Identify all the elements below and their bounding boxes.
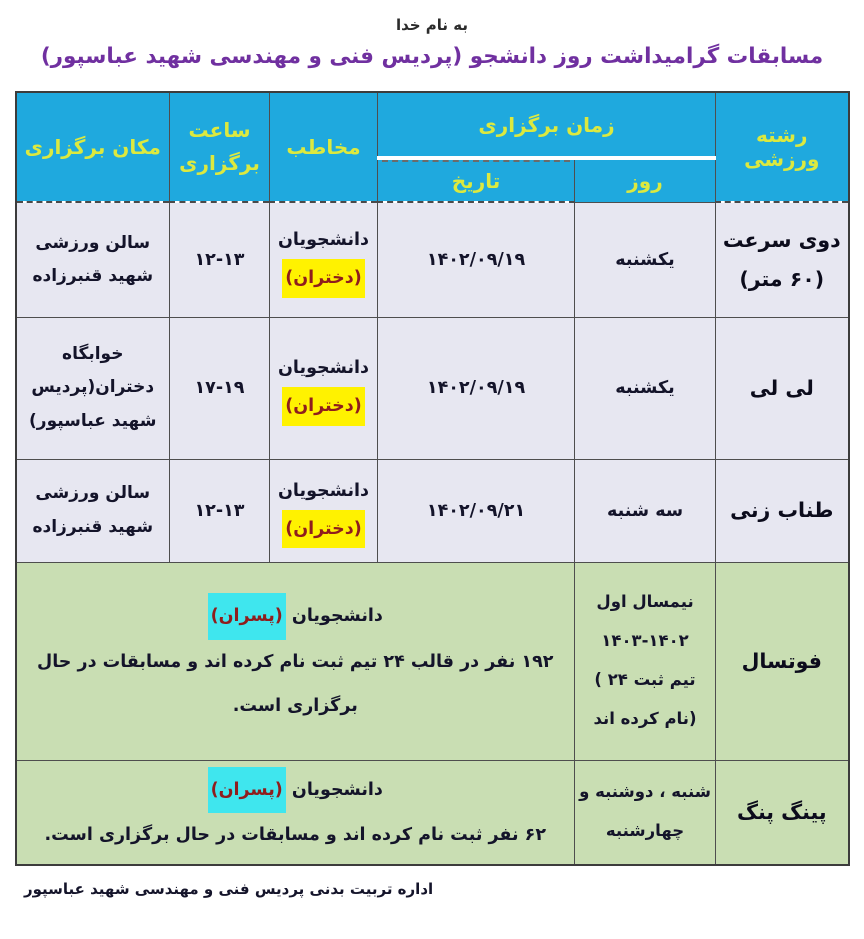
- header-date: تاریخ: [378, 158, 575, 202]
- semester-line3: ( ۲۴ تیم ثبت: [594, 670, 696, 689]
- location-line2: شهید قنبرزاده: [32, 265, 154, 286]
- table-row-rope: [16, 459, 849, 562]
- semester-years: ۱۴۰۳-۱۴۰۲: [601, 631, 689, 651]
- location-line1: سالن ورزشی: [35, 232, 151, 253]
- day-cell: یکشنبه: [575, 317, 716, 459]
- pingpong-registration-text: ۶۲ نفر ثبت نام کرده اند و مسابقات در حال برگزاری است.: [44, 825, 547, 846]
- audience-label: دانشجویان: [277, 230, 370, 250]
- sport-name-cell: پینگ پنگ: [716, 760, 849, 865]
- sport-name-line1: دوی سرعت: [722, 227, 841, 252]
- semester-line1: نیمسال اول: [596, 592, 694, 612]
- page-title: مسابقات گرامیداشت روز دانشجو (پردیس فنی و مهندسی شهید عباسپور): [40, 44, 824, 69]
- header-audience: مخاطب: [270, 92, 378, 202]
- audience-label: دانشجویان: [285, 606, 383, 627]
- hour-value: ۱۲-۱۳: [194, 249, 245, 270]
- table-row-sprint: [16, 202, 849, 317]
- day-cell: یکشنبه: [575, 202, 716, 317]
- location-line3: شهید عباسپور): [29, 410, 157, 431]
- audience-label: دانشجویان: [277, 358, 370, 379]
- table-row-futsal: [16, 562, 849, 760]
- days-line2: چهارشنبه: [605, 821, 685, 841]
- location-line2: دختران(پردیس: [31, 377, 155, 398]
- sport-name-line1: طناب زنی: [730, 498, 834, 523]
- pingpong-details-cell: [16, 760, 575, 865]
- sport-name-cell: [716, 317, 849, 459]
- hour-value: ۱۷-۱۹: [194, 378, 245, 398]
- header-day: روز: [575, 158, 716, 202]
- semester-line4: نام کرده اند): [593, 708, 697, 728]
- date-value: ۱۴۰۲/۰۹/۱۹: [426, 249, 526, 270]
- day-cell: [575, 760, 716, 865]
- days-line1: شنبه ، دوشنبه و: [579, 782, 711, 802]
- date-cell: [378, 202, 575, 317]
- location-cell: [16, 202, 170, 317]
- location-line1: خوابگاه: [62, 344, 124, 365]
- header-hour-line2: برگزاری: [179, 151, 260, 175]
- audience-cell: [270, 459, 378, 562]
- day-cell: [575, 562, 716, 760]
- location-line1: سالن ورزشی: [35, 483, 151, 504]
- sport-name-cell: [716, 459, 849, 562]
- location-cell: [16, 459, 170, 562]
- competition-schedule-table: [15, 91, 850, 866]
- audience-cell: [270, 317, 378, 459]
- footer-signature: اداره تربیت بدنی پردیس فنی و مهندسی شهید عباسپور: [24, 879, 434, 898]
- bismillah-text: به نام خدا: [395, 16, 469, 34]
- futsal-details-cell: [16, 562, 575, 760]
- header-location: مکان برگزاری: [16, 92, 170, 202]
- header-time: زمان برگزاری: [378, 92, 716, 158]
- header-sport: رشته ورزشی: [716, 92, 849, 202]
- audience-highlight-girls: (دختران): [282, 510, 365, 549]
- audience-highlight-boys: (پسران): [208, 767, 286, 814]
- table-row-leyley: [16, 317, 849, 459]
- hour-cell: [170, 317, 270, 459]
- location-cell: [16, 317, 170, 459]
- audience-label: دانشجویان: [285, 779, 383, 800]
- audience-highlight-girls: (دختران): [282, 387, 365, 426]
- sport-name-line1: لی لی: [749, 375, 814, 400]
- date-cell: [378, 459, 575, 562]
- hour-cell: [170, 459, 270, 562]
- date-cell: [378, 317, 575, 459]
- hour-value: ۱۲-۱۳: [194, 500, 245, 521]
- futsal-status-text: برگزاری است.: [232, 696, 358, 717]
- day-cell: سه شنبه: [575, 459, 716, 562]
- futsal-registration-text: ۱۹۲ نفر در قالب ۲۴ تیم ثبت نام کرده اند و مسابقات در حال: [37, 651, 554, 672]
- hour-cell: [170, 202, 270, 317]
- location-line2: شهید قنبرزاده: [32, 516, 154, 537]
- audience-highlight-boys: (پسران): [208, 593, 286, 640]
- header-hour-line1: ساعت: [188, 118, 251, 142]
- sport-name-cell: فوتسال: [716, 562, 849, 760]
- table-row-pingpong: [16, 760, 849, 865]
- audience-cell: [270, 202, 378, 317]
- header-hour: [170, 92, 270, 202]
- date-value: ۱۴۰۲/۰۹/۲۱: [426, 500, 526, 521]
- sport-name-line2: (۶۰ متر): [739, 266, 825, 291]
- sport-name-cell: [716, 202, 849, 317]
- audience-label: دانشجویان: [277, 480, 370, 501]
- audience-highlight-girls: (دختران): [282, 259, 365, 298]
- date-value: ۱۴۰۲/۰۹/۱۹: [426, 378, 526, 398]
